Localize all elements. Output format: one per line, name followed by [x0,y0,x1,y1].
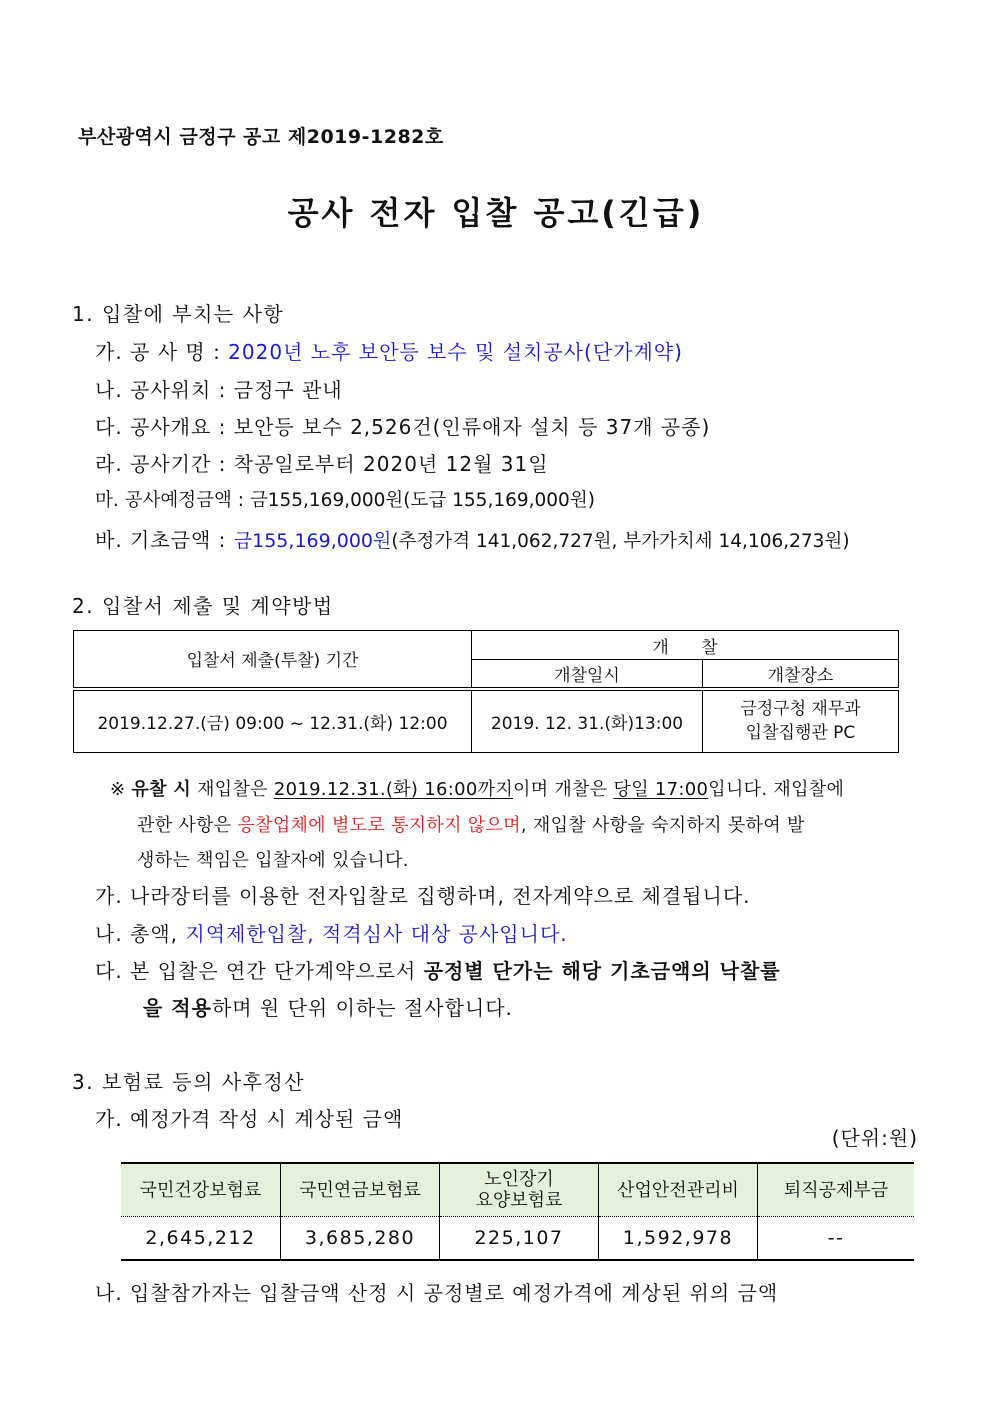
note-text-1: 재입찰은 [191,779,274,800]
value-health-insurance: 2,645,212 [121,1217,281,1261]
header-pension-insurance: 국민연금보험료 [281,1163,440,1217]
rebid-note-line3: 생하는 책임은 입찰자에 있습니다. [137,850,409,871]
rebid-note-line2 [137,811,805,837]
header-retirement-deduction: 퇴직공제부금 [758,1163,915,1217]
col-submission-period: 입찰서 제출(투찰) 기간 [74,631,472,689]
item-project-name-label: 가. 공 사 명 : [95,340,229,364]
notice-number: 부산광역시 금정구 공고 제2019-1282호 [78,126,444,148]
col-opening-datetime: 개찰일시 [472,660,703,689]
item-unit-price-pre: 다. 본 입찰은 연간 단가계약으로서 [95,959,424,983]
item-project-name-value: 2020년 노후 보안등 보수 및 설치공사(단가계약) [228,340,683,364]
item-overview: 다. 공사개요 : 보안등 보수 2,526건(인류애자 설치 등 37개 공종) [95,415,711,439]
submission-period-value: 2019.12.27.(금) 09:00 ~ 12.31.(화) 12:00 [74,689,472,753]
header-health-insurance: 국민건강보험료 [121,1163,281,1217]
item-unit-price-line2 [143,992,513,1021]
unit-label: (단위:원) [831,1126,918,1150]
rebid-note-line1 [110,775,844,801]
item-base-amount-label: 바. 기초금액 : [95,528,234,552]
item-unit-price [95,955,781,984]
item-region-limit-value: 지역제한입찰, 적격심사 대상 공사입니다. [185,922,568,946]
note-text-2: 이며 개찰은 [513,779,614,800]
item-region-limit-pre: 나. 총액, [95,922,186,946]
item-location: 나. 공사위치 : 금정구 관내 [95,378,343,402]
value-pension-insurance: 3,685,280 [281,1217,440,1261]
item-base-amount-value: 금155,169,000원 [233,530,392,552]
section2-heading: 2. 입찰서 제출 및 계약방법 [72,594,334,618]
value-safety-management: 1,592,978 [599,1217,758,1261]
item-unit-price-bold2: 을 적용 [143,996,212,1020]
note-rebid-deadline: 2019.12.31.(화) 16:00까지 [273,779,514,800]
note-mark: ※ [110,779,132,800]
item-region-limit [95,918,568,947]
item-e-bidding: 가. 나라장터를 이용한 전자입찰로 집행하며, 전자계약으로 체결됩니다. [95,884,751,908]
page-title: 공사 전자 입찰 공고(긴급) [287,194,705,232]
header-longterm-care-line1: 노인장기 [484,1169,554,1190]
header-longterm-care-line2: 요양보험료 [475,1190,563,1211]
header-longterm-care [440,1163,599,1217]
item-base-amount-detail: (추정가격 141,062,727원, 부가가치세 14,106,273원) [391,531,850,552]
item-base-amount [95,524,850,553]
note-text-3: 입니다. 재입찰에 [708,779,845,800]
opening-place-line1: 금정구청 재무과 [740,699,861,720]
value-retirement-deduction: -- [758,1217,915,1261]
value-longterm-care: 225,107 [440,1217,599,1261]
col-opening-place: 개찰장소 [703,660,899,689]
insurance-table [121,1162,914,1261]
header-safety-management: 산업안전관리비 [599,1163,758,1217]
item-unit-price-post: 하며 원 단위 이하는 절사합니다. [211,996,513,1020]
section1-heading: 1. 입찰에 부치는 사항 [72,302,285,326]
note-opening-time: 당일 17:00 [613,779,709,800]
section3-heading: 3. 보험료 등의 사후정산 [72,1070,306,1094]
item-unit-price-bold: 공정별 단가는 해당 기초금액의 낙찰률 [423,959,781,983]
opening-place-value [703,689,899,753]
opening-place-line2: 입찰집행관 PC [745,723,856,744]
note-line2-post: , 재입찰 사항을 숙지하지 못하여 발 [520,815,805,836]
note-warning: 응찰업체에 별도로 통지하지 않으며 [237,815,521,836]
note-line2-pre: 관한 사항은 [137,815,238,836]
item-bidder-notice: 나. 입찰참가자는 입찰금액 산정 시 공정별로 예정가격에 계상된 위의 금액 [95,1281,779,1305]
item-estimated-amount-text: 마. 공사예정금액 : 금155,169,000원(도급 155,169,000원) [95,490,595,511]
opening-datetime-value: 2019. 12. 31.(화)13:00 [472,689,703,753]
item-project-name [95,336,683,365]
note-label: 유찰 시 [131,779,192,800]
item-estimated-amount [95,486,595,512]
bid-schedule-table [73,630,899,753]
item-estimated-insurance: 가. 예정가격 작성 시 계상된 금액 [95,1107,404,1131]
col-opening: 개 찰 [472,631,899,660]
item-period: 라. 공사기간 : 착공일로부터 2020년 12월 31일 [95,452,549,476]
